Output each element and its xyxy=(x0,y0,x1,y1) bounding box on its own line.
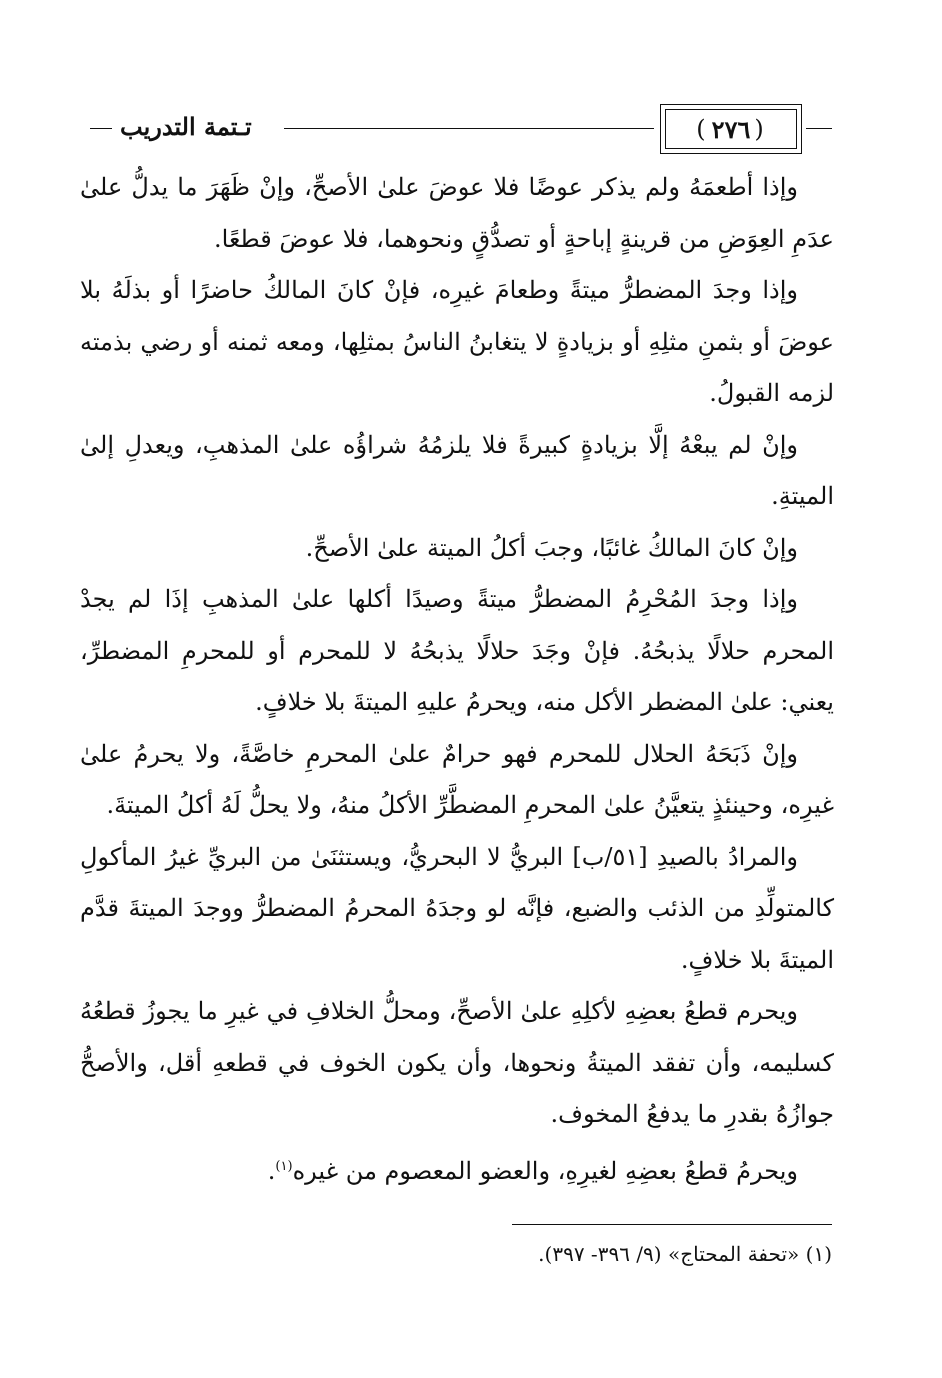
paragraph: والمرادُ بالصيدِ [٥١/ب] البريُّ لا البحريُّ، ويستثنَىٰ من البريِّ غيرُ المأكولِ كالمتولِّدِ من الذئب والضبع، فإنَّه لو وجدَهُ المحرمُ المضطرُّ ووجدَ الميتةَ قدَّم الميتةَ بلا خلافٍ. xyxy=(80,842,834,974)
paragraph-last-text: ويحرمُ قطعُ بعضِهِ لغيرِهِ، والعضو المعصوم من غيره xyxy=(292,1156,798,1185)
footnote: (١) «تحفة المحتاج» (٩/ ٣٩٦- ٣٩٧). xyxy=(538,1242,832,1266)
paragraph: وإنْ ذَبَحَهُ الحلال للمحرم فهو حرامٌ علىٰ المحرمِ خاصَّةً، ولا يحرمُ علىٰ غيرِه، وحينئذٍ يتعيَّنُ علىٰ المحرمِ المضطَّرِّ الأكلُ منهُ، ولا يحلُّ لَهُ أكلُ الميتةَ. xyxy=(80,739,834,819)
page-header xyxy=(90,104,832,156)
header-rule-right xyxy=(806,128,832,129)
paragraph: وإذا أطعمَهُ ولم يذكر عوضًا فلا عوضَ علىٰ الأصحِّ، وإنْ ظَهَرَ ما يدلُّ علىٰ عدَمِ العِوَضِ من قرينةٍ إباحةٍ أو تصدُّقٍ ونحوهما، فلا عوضَ قطعًا. xyxy=(80,173,834,253)
page-number: ٢٧٦ xyxy=(711,114,751,144)
bracket-left: ) xyxy=(696,115,708,143)
paragraph: وإنْ لم يبعْهُ إلَّا بزيادةٍ كبيرةً فلا يلزمُهُ شراؤُه علىٰ المذهبِ، ويعدلِ إلىٰ الميتةِ. xyxy=(80,430,834,510)
running-title: تـتمة التدريب xyxy=(120,112,252,141)
page-number-frame xyxy=(665,109,797,149)
header-rule-middle xyxy=(284,128,654,129)
header-rule-left xyxy=(90,128,112,129)
footnote-reference[interactable]: (١) xyxy=(275,1158,293,1174)
paragraph: ويحرم قطعُ بعضِهِ لأكلِهِ علىٰ الأصحِّ، ومحلُّ الخلافِ في غيرِ ما يجوزُ قطعُهُ كسليمه، وأن تفقد الميتةُ ونحوها، وأن يكون الخوف في قطعهِ أقل، والأصحُّ جوازُهُ بقدرِ ما يدفعُ المخوف. xyxy=(80,997,834,1128)
paragraph: وإذا وجدَ المضطرُّ ميتةً وطعامَ غيرِه، فإنْ كانَ المالكُ حاضرًا أو بذلَهُ بلا عوضَ أو بثمنِ مثلِهِ أو بزيادةٍ لا يتغابنُ الناسُ بمثلِها، ومعه ثمنه أو رضي بذمته لزمه القبولُ. xyxy=(80,276,834,407)
footnote-divider xyxy=(512,1224,832,1225)
body-text xyxy=(80,162,834,1197)
bracket-right: ( xyxy=(754,115,766,143)
paragraph-last xyxy=(80,1141,834,1198)
paragraph: وإذا وجدَ المُحْرِمُ المضطرُّ ميتةً وصيدًا أكلها علىٰ المذهبِ إذَا لم يجدْ المحرم حلالًا يذبحُهُ. فإنْ وجَدَ حلالًا يذبحُهُ لا للمحرم أو للمحرمِ المضطرِّ، يعني: علىٰ المضطر الأكل منه، ويحرمُ عليهِ الميتةَ بلا خلافٍ. xyxy=(80,585,834,716)
paragraph-last-tail: . xyxy=(267,1156,276,1185)
page-number-box xyxy=(660,104,802,154)
paragraph: وإنْ كانَ المالكُ غائبًا، وجبَ أكلُ الميتة علىٰ الأصحِّ. xyxy=(305,533,798,562)
